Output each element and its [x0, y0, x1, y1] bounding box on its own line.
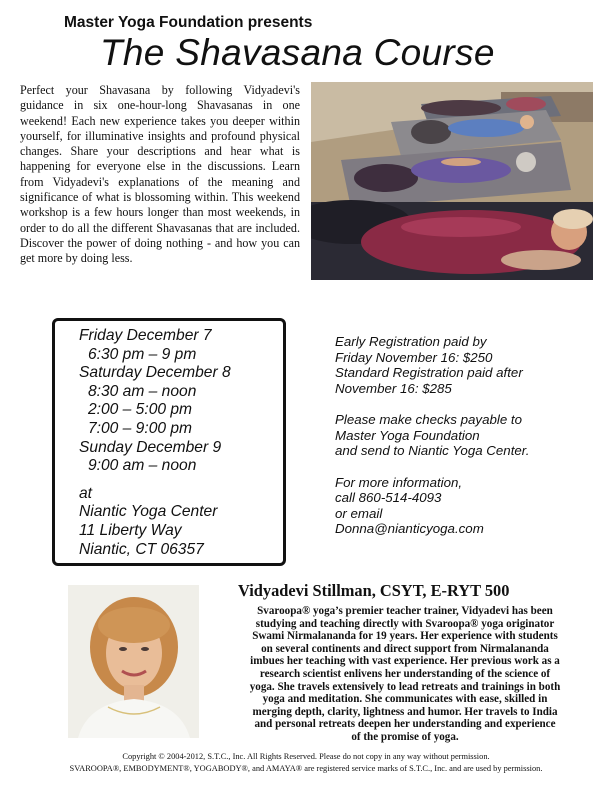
location-at: at [79, 484, 93, 502]
bio-line: on several continents and direct support from Nirmalananda [261, 642, 549, 655]
class-photo [311, 82, 593, 280]
location-name: Niantic Yoga Center [79, 503, 218, 521]
presenter-line: Master Yoga Foundation presents [64, 14, 313, 31]
bio-line: yoga. She travels extensively to lead retreats and trainings in both [249, 680, 561, 693]
bio-line: Svaroopa® yoga’s premier teacher trainer, Vidyadevi has been [257, 605, 553, 617]
saturday-time-evening: 7:00 – 9:00 pm [88, 419, 193, 437]
saturday-time-afternoon: 2:00 – 5:00 pm [88, 401, 193, 419]
checks-payee: Master Yoga Foundation [335, 427, 480, 443]
bio-line: Swami Nirmalananda for 19 years. Her experience with students [252, 630, 558, 643]
teacher-name: Vidyadevi Stillman, CSYT, E-RYT 500 [238, 581, 510, 600]
checks-line-3: and send to Niantic Yoga Center. [335, 443, 530, 458]
teacher-photo-illustration [68, 585, 199, 738]
info-line-1: For more information, [335, 474, 463, 490]
footer [0, 751, 612, 774]
info-or-email: or email [335, 505, 383, 521]
info-email[interactable]: Donna@nianticyoga.com [335, 521, 484, 536]
sunday-heading: Sunday December 9 [79, 438, 222, 456]
info-phone: call 860-514-4093 [335, 490, 442, 505]
teacher-bio [205, 605, 605, 744]
copyright-line: Copyright © 2004-2012, S.T.C., Inc. All Rights Reserved. Please do not copy in any way without permission. [122, 752, 490, 761]
schedule-box [52, 318, 286, 566]
intro-paragraph: Perfect your Shavasana by following Vidyadevi's guidance in six one-hour-long Shavasanas in one weekend! Each new experience takes you deeper within yourself, for illuminative insights and profound physical changes. Share your descriptions and hear what is happening for everyone else in the discussions. Learn from Vidyadevi's explanations of the meaning and significance of what is blossoming within. This weekend workshop is a few hours longer than most weekends, in order to do all the different Shavasanas that are included. Discover the power of doing nothing - and how you can get more by doing less. [20, 83, 300, 266]
early-registration-price: Friday November 16: $250 [335, 349, 493, 365]
bio-line: merging depth, clarity, lightness and humor. Her travels to India [252, 705, 558, 718]
registration-info [335, 334, 603, 537]
friday-time: 6:30 pm – 9 pm [88, 345, 197, 363]
standard-registration-line: Standard Registration paid after [335, 365, 523, 380]
bio-line: of the promise of yoga. [351, 730, 459, 743]
class-photo-illustration [311, 82, 593, 280]
friday-heading: Friday December 7 [79, 327, 212, 344]
bio-line: imbues her teaching with vast experience. Her previous work as a [250, 655, 560, 668]
bio-line: research scientist enlivens her understanding of the science of [259, 667, 551, 680]
location-city: Niantic, CT 06357 [79, 540, 204, 558]
page-title: The Shavasana Course [100, 32, 495, 73]
location-street: 11 Liberty Way [79, 521, 182, 539]
checks-line-1: Please make checks payable to [335, 412, 523, 427]
bio-line: yoga and meditation. She communicates with ease, skilled in [262, 693, 548, 706]
teacher-photo [68, 585, 199, 738]
early-registration-line: Early Registration paid by [335, 334, 487, 349]
bio-line: studying and teaching directly with Svaroopa® yoga originator [255, 617, 555, 630]
standard-registration-price: November 16: $285 [335, 380, 452, 396]
sunday-time: 9:00 am – noon [88, 457, 197, 475]
bio-line: and personal retreats deepen her understanding and experience [254, 718, 556, 731]
trademark-line: SVAROOPA®, EMBODYMENT®, YOGABODY®, and AMAYA® are registered service marks of S.T.C., Inc. and are used by permission. [69, 763, 543, 773]
saturday-time-morning: 8:30 am – noon [88, 382, 197, 400]
saturday-heading: Saturday December 8 [79, 364, 231, 382]
